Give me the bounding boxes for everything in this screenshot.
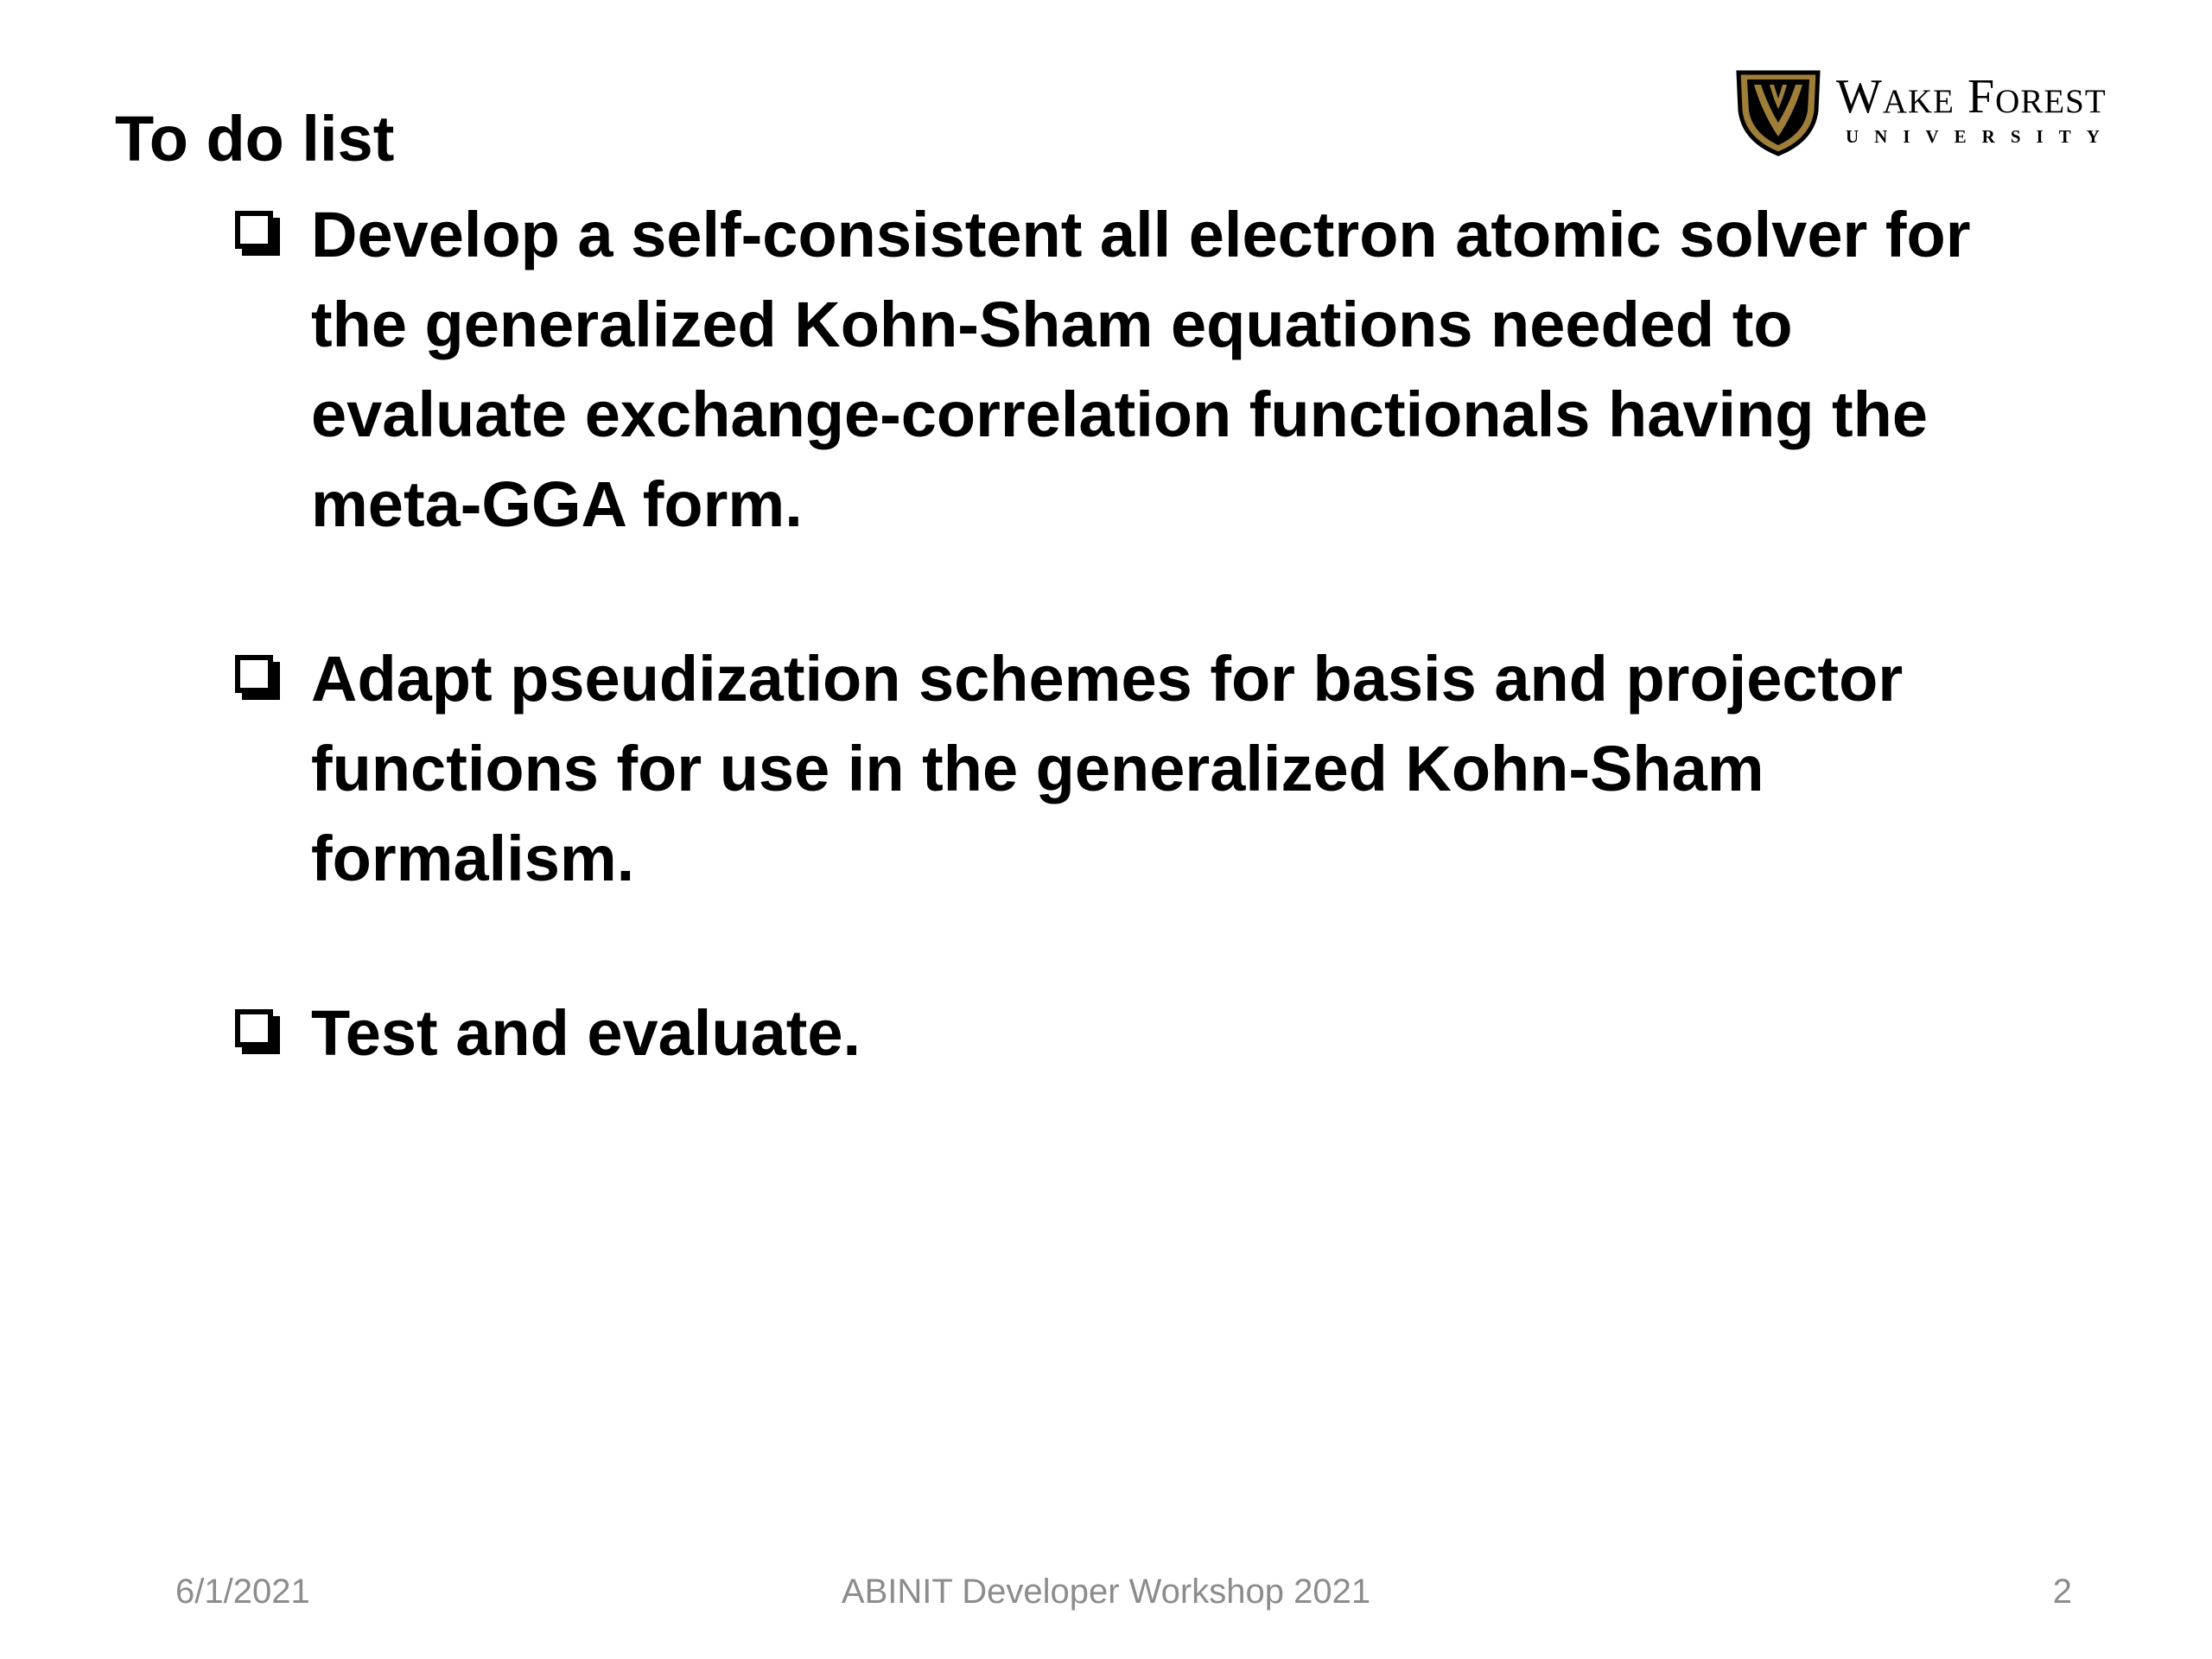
footer-page-number: 2	[2052, 1573, 2072, 1611]
logo-wordmark-text: Wake Forest	[1836, 70, 2107, 124]
footer-date: 6/1/2021	[175, 1573, 310, 1611]
shield-logo-icon	[1735, 67, 1821, 157]
todo-list	[232, 190, 2046, 1078]
logo-wordmark	[1836, 70, 2107, 124]
wake-forest-logo	[1735, 67, 2171, 162]
footer-event: ABINIT Developer Workshop 2021	[841, 1573, 1371, 1611]
list-item-text: Test and evaluate.	[311, 997, 861, 1069]
slide-title: To do list	[115, 103, 395, 175]
list-item-text: Adapt pseudization schemes for basis and projector functions for use in the generalized Kohn-Sham formalism.	[311, 643, 1904, 894]
logo-subword: UNIVERSITY	[1846, 126, 2115, 147]
list-item	[232, 634, 2046, 904]
list-item	[232, 988, 2046, 1078]
checkbox-icon	[235, 655, 273, 693]
checkbox-icon	[235, 1009, 273, 1047]
list-item	[232, 190, 2046, 550]
list-item-text: Develop a self-consistent all electron atomic solver for the generalized Kohn-Sham equations needed to evaluate exchange-correlation functionals having the meta-GGA form.	[311, 199, 1971, 540]
checkbox-icon	[235, 211, 273, 249]
